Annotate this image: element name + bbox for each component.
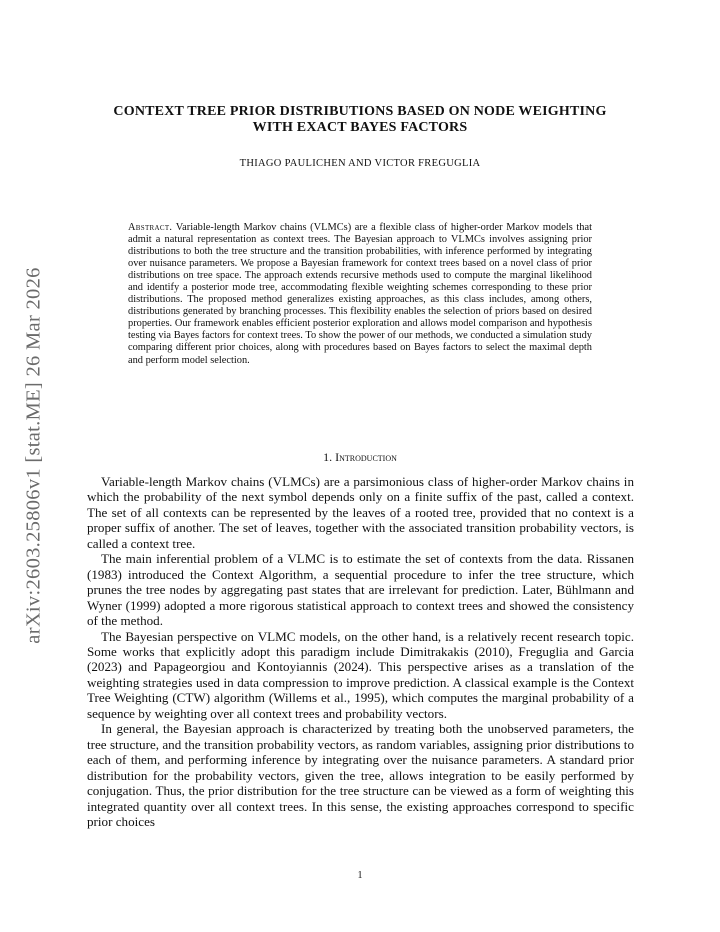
arxiv-identifier-text: arXiv:2603.25806v1 [stat.ME] 26 Mar 2026 (22, 266, 45, 644)
paragraph: In general, the Bayesian approach is characterized by treating both the unobserved parameters, the tree structure, and the transition probability vectors, as random variables, assigning prior distributions to each of them, and performing inference by integrating over the nuisance parameters. A standard prior distribution for the probability vectors, given the tree, allows integration to be easily performed by conjugation. Thus, the prior distribution for the tree structure can be viewed as a form of weighting this integrated quantity over all context trees. In this sense, the existing approaches correspond to specific prior choices (87, 721, 634, 829)
abstract-text: Variable-length Markov chains (VLMCs) are a flexible class of higher-order Markov models that admit a natural representation as context trees. The Bayesian approach to VLMCs involves assigning prior distributions to both the tree structure and the transition probabilities, with inference performed by integrating over nuisance parameters. We propose a Bayesian framework for context trees based on a novel class of prior distributions on tree space. The approach extends recursive methods used to compute the marginal likelihood and identify a posterior mode tree, accommodating flexible weighting schemes corresponding to these prior distributions. The proposed method generalizes existing approaches, as this class includes, among others, distributions generated by branching processes. This flexibility enables the selection of priors based on desired properties. Our framework enables efficient posterior exploration and allows model comparison and hypothesis testing via Bayes factors for context trees. To show the power of our methods, we conducted a simulation study comparing different prior choices, along with procedures based on Bayes factors to select the maximal depth and perform model selection. (128, 222, 592, 366)
paper-authors: THIAGO PAULICHEN AND VICTOR FREGUGLIA (239, 158, 481, 169)
introduction-body (87, 474, 634, 829)
abstract-label: Abstract. (128, 222, 173, 233)
arxiv-identifier-stamp (14, 250, 54, 660)
page-number: 1 (357, 870, 363, 881)
paragraph: Variable-length Markov chains (VLMCs) are a parsimonious class of higher-order Markov chains in which the probability of the next symbol depends only on a finite suffix of the past, called a context. The set of all contexts can be represented by the leaves of a rooted tree, provided that no context is a proper suffix of another. The set of leaves, together with the associated transition probability vectors, is called a context tree. (87, 474, 634, 551)
section-title: Introduction (335, 450, 397, 464)
paper-title: CONTEXT TREE PRIOR DISTRIBUTIONS BASED ON NODE WEIGHTING WITH EXACT BAYES FACTORS (113, 104, 607, 135)
section-heading (110, 450, 610, 465)
paragraph: The main inferential problem of a VLMC is to estimate the set of contexts from the data. Rissanen (1983) introduced the Context Algorithm, a sequential procedure to infer the tree structure, which prunes the tree nodes by aggregating past states that are irrelevant for prediction. Later, Bühlmann and Wyner (1999) adopted a more rigorous statistical approach to context trees and showed the consistency of the method. (87, 551, 634, 629)
paragraph: The Bayesian perspective on VLMC models, on the other hand, is a relatively recent research topic. Some works that explicitly adopt this paradigm include Dimitrakakis (2010), Freguglia and Garcia (2023) and Papageorgiou and Kontoyiannis (2024). This perspective arises as a translation of the weighting strategies used in data compression to improve prediction. A classical example is the Context Tree Weighting (CTW) algorithm (Willems et al., 1995), which computes the marginal probability of a sequence by weighting over all context trees and probability vectors. (87, 628, 634, 721)
section-number: 1. (323, 450, 333, 464)
abstract (128, 222, 592, 367)
